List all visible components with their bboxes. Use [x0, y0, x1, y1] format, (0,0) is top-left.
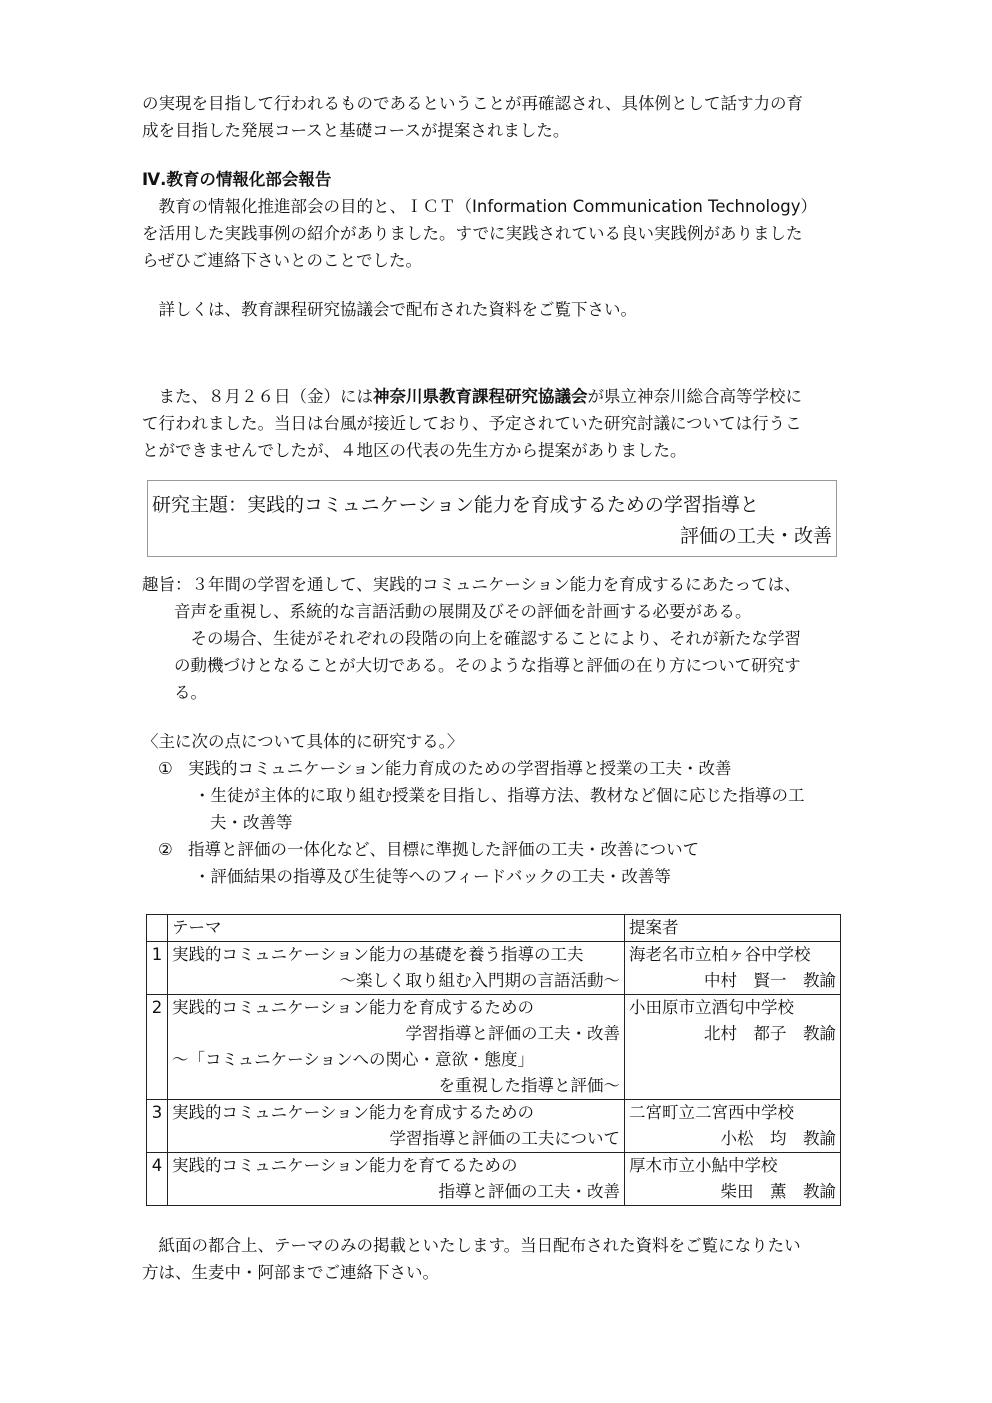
theme-line: 研究主題：実践的コミュニケーション能力を育成するための学習指導と: [152, 494, 759, 516]
point-subitem: 夫・改善等: [210, 813, 293, 832]
theme-line: 評価の工夫・改善: [679, 525, 832, 547]
point-subitem: ・評価結果の指導及び生徒等へのフィードバックの工夫・改善等: [194, 867, 671, 886]
document-page: [142, 90, 854, 1286]
point-item: [142, 836, 854, 863]
details-note: 詳しくは、教育課程研究協議会で配布された資料をご覧下さい。: [158, 300, 637, 319]
table-row: [147, 1100, 841, 1153]
footer-note: [142, 1232, 854, 1286]
research-theme-box: [147, 480, 837, 557]
paragraph-line: の実現を目指して行われるものであるということが再確認され、具体例として話す力の育: [142, 94, 803, 113]
table-row: [147, 995, 841, 1100]
theme-text: 指導と評価の工夫・改善: [438, 1182, 620, 1201]
point-text: 実践的コミュニケーション能力育成のための学習指導と授業の工夫・改善: [188, 759, 732, 778]
purpose-line: ３年間の学習を通して、実践的コミュニケーション能力を育成するにあたっては、: [191, 575, 801, 594]
teacher-name: 小松 均 教諭: [720, 1129, 836, 1148]
paragraph-line: 教育の情報化推進部会の目的と、ＩＣＴ（Information Communication Technology）: [158, 197, 817, 216]
row-number: 2: [147, 995, 168, 1100]
purpose-section: [142, 571, 854, 706]
meeting-text: が県立神奈川総合高等学校に: [587, 387, 802, 406]
theme-text: ～楽しく取り組む入門期の言語活動～: [339, 971, 620, 990]
table-cell: [147, 915, 168, 942]
meeting-name: 神奈川県教育課程研究協議会: [373, 387, 588, 406]
point-number: ②: [158, 840, 173, 859]
theme-cell: [168, 942, 625, 995]
teacher-name: 中村 賢一 教諭: [704, 971, 836, 990]
theme-text: 実践的コミュニケーション能力を育てるための: [172, 1156, 518, 1175]
point-item: [142, 755, 854, 782]
paragraph-line: とができませんでしたが、４地区の代表の先生方から提案がありました。: [142, 441, 687, 460]
presenter-cell: [625, 1100, 841, 1153]
theme-cell: [168, 1153, 625, 1206]
point-number: ①: [158, 759, 173, 778]
paragraph-line: 成を目指した発展コースと基礎コースが提案されました。: [142, 121, 570, 140]
school-name: 厚木市立小鮎中学校: [629, 1156, 778, 1175]
school-name: 小田原市立酒匂中学校: [629, 998, 794, 1017]
meeting-text: また、８月２６日（金）には: [158, 387, 373, 406]
row-number: 3: [147, 1100, 168, 1153]
theme-text: ～「コミュニケーションへの関心・意欲・態度」: [172, 1050, 535, 1069]
theme-text: 実践的コミュニケーション能力を育成するための: [172, 1103, 535, 1122]
purpose-line: る。: [174, 683, 207, 702]
point-text: 指導と評価の一体化など、目標に準拠した評価の工夫・改善について: [188, 840, 700, 859]
teacher-name: 柴田 薫 教諭: [720, 1182, 836, 1201]
row-number: 4: [147, 1153, 168, 1206]
purpose-line: の動機づけとなることが大切である。そのような指導と評価の在り方について研究す: [174, 656, 801, 675]
table-header-theme: テーマ: [168, 915, 625, 942]
theme-text: 学習指導と評価の工夫・改善: [405, 1024, 620, 1043]
point-subitem: ・生徒が主体的に取り組む授業を目指し、指導方法、教材など個に応じた指導の工: [194, 786, 805, 805]
footer-line: 方は、生麦中・阿部までご連絡下さい。: [142, 1263, 439, 1282]
purpose-line: その場合、生徒がそれぞれの段階の向上を確認することにより、それが新たな学習: [190, 629, 801, 648]
paragraph-line: て行われました。当日は台風が接近しており、予定されていた研究討議については行うこ: [142, 414, 802, 433]
meeting-line: [142, 383, 854, 410]
table-header-row: [147, 915, 841, 942]
table-header-presenter: 提案者: [625, 915, 841, 942]
purpose-line: 音声を重視し、系統的な言語活動の展開及びその評価を計画する必要がある。: [174, 602, 752, 621]
row-number: 1: [147, 942, 168, 995]
research-points: [142, 728, 854, 890]
table-row: [147, 942, 841, 995]
presenter-cell: [625, 942, 841, 995]
purpose-label: 趣旨：: [142, 575, 192, 594]
presenter-cell: [625, 995, 841, 1100]
paragraph-line: らぜひご連絡下さいとのことでした。: [142, 251, 423, 270]
section-heading: Ⅳ.教育の情報化部会報告: [142, 170, 332, 189]
theme-cell: [168, 1100, 625, 1153]
theme-text: を重視した指導と評価～: [438, 1076, 620, 1095]
theme-text: 学習指導と評価の工夫について: [389, 1129, 620, 1148]
presenter-cell: [625, 1153, 841, 1206]
paragraph-line: を活用した実践事例の紹介がありました。すでに実践されている良い実践例がありました: [142, 224, 803, 243]
theme-text: 実践的コミュニケーション能力を育成するための: [172, 998, 535, 1017]
points-intro: 〈主に次の点について具体的に研究する。〉: [142, 732, 464, 751]
teacher-name: 北村 都子 教諭: [704, 1024, 836, 1043]
school-name: 二宮町立二宮西中学校: [629, 1103, 794, 1122]
theme-text: 実践的コミュニケーション能力の基礎を養う指導の工夫: [172, 945, 584, 964]
school-name: 海老名市立柏ヶ谷中学校: [629, 945, 811, 964]
table-row: [147, 1153, 841, 1206]
theme-cell: [168, 995, 625, 1100]
proposals-table: [146, 914, 841, 1206]
footer-line: 紙面の都合上、テーマのみの掲載といたします。当日配布された資料をご覧になりたい: [158, 1236, 801, 1255]
